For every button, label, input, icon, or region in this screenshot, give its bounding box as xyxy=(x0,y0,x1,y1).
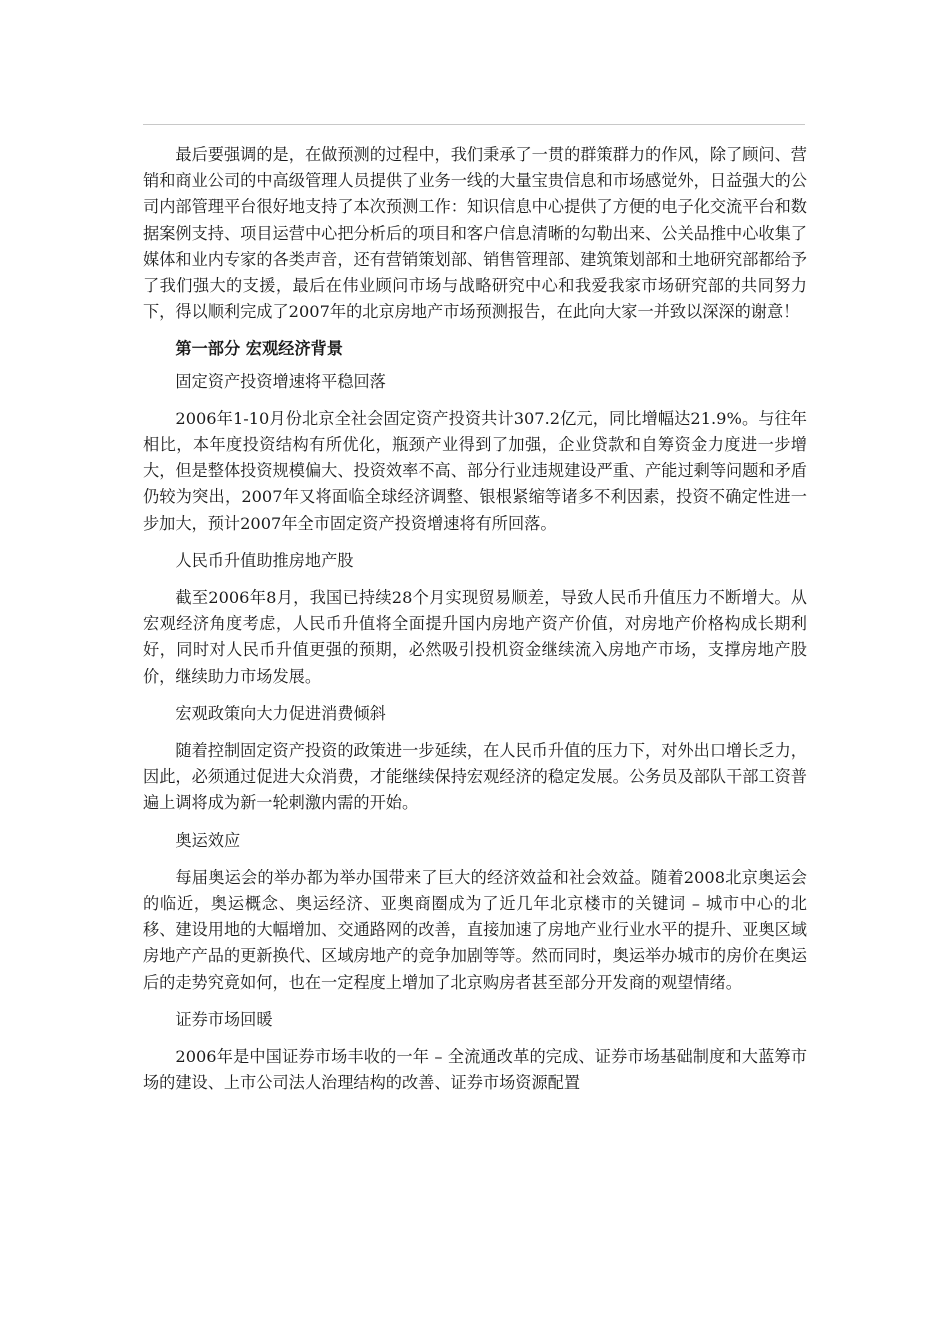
subheading-olympic-effect: 奥运效应 xyxy=(175,830,241,850)
paragraph-securities-market: 2006年是中国证券市场丰收的一年 – 全流通改革的完成、证券市场基础制度和大蓝筹市场的建设、上市公司法人治理结构的改善、证券市场资源配置 xyxy=(143,1047,807,1093)
paragraph-consumption-policy: 随着控制固定资产投资的政策进一步延续，在人民币升值的压力下，对外出口增长乏力，因此，必须通过促进大众消费，才能继续保持宏观经济的稳定发展。公务员及部队干部工资普遍上调将成为新一轮刺激内需的开始。 xyxy=(143,741,807,813)
subheading-fixed-asset-investment: 固定资产投资增速将平稳回落 xyxy=(175,371,386,391)
paragraph-olympic-effect: 每届奥运会的举办都为举办国带来了巨大的经济效益和社会效益。随着2008北京奥运会的临近，奥运概念、奥运经济、亚奥商圈成为了近几年北京楼市的关键词 – 城市中心的北移、建设用地的大幅增加、交通路网的改善，直接加速了房地产业行业水平的提升、亚奥区域房地产产品的更新换代、区域房地产的竞争加剧等等。然而同时，奥运举办城市的房价在奥运后的走势究竟如何，也在一定程度上增加了北京购房者甚至部分开发商的观望情绪。 xyxy=(143,867,807,992)
subheading-consumption-policy: 宏观政策向大力促进消费倾斜 xyxy=(175,703,386,723)
subheading-securities-market: 证券市场回暖 xyxy=(175,1009,273,1029)
paragraph-fixed-asset-investment: 2006年1-10月份北京全社会固定资产投资共计307.2亿元，同比增幅达21.9%。与往年相比，本年度投资结构有所优化，瓶颈产业得到了加强，企业贷款和自筹资金力度进一步增大，但是整体投资规模偏大、投资效率不高、部分行业违规建设严重、产能过剩等问题和矛盾仍较为突出，2007年又将面临全球经济调整、银根紧缩等诸多不利因素，投资不确定性进一步加大，预计2007年全市固定资产投资增速将有所回落。 xyxy=(143,408,807,533)
header-rule xyxy=(143,124,805,125)
paragraph-acknowledgement: 最后要强调的是，在做预测的过程中，我们秉承了一贯的群策群力的作风，除了顾问、营销和商业公司的中高级管理人员提供了业务一线的大量宝贵信息和市场感觉外，日益强大的公司内部管理平台很好地支持了本次预测工作：知识信息中心提供了方便的电子化交流平台和数据案例支持、项目运营中心把分析后的项目和客户信息清晰的勾勒出来、公关品推中心收集了媒体和业内专家的各类声音，还有营销策划部、销售管理部、建筑策划部和土地研究部都给予了我们强大的支援，最后在伟业顾问市场与战略研究中心和我爱我家市场研究部的共同努力下，得以顺利完成了2007年的北京房地产市场预测报告，在此向大家一并致以深深的谢意！ xyxy=(143,145,807,322)
section-heading-macro-economy: 第一部分 宏观经济背景 xyxy=(175,339,343,359)
document-body xyxy=(143,142,807,1108)
subheading-rmb-appreciation: 人民币升值助推房地产股 xyxy=(175,550,354,570)
paragraph-rmb-appreciation: 截至2006年8月，我国已持续28个月实现贸易顺差，导致人民币升值压力不断增大。从宏观经济角度考虑，人民币升值将全面提升国内房地产资产价值，对房地产价格构成长期利好，同时对人民币升值更强的预期，必然吸引投机资金继续流入房地产市场，支撑房地产股价，继续助力市场发展。 xyxy=(143,588,807,686)
